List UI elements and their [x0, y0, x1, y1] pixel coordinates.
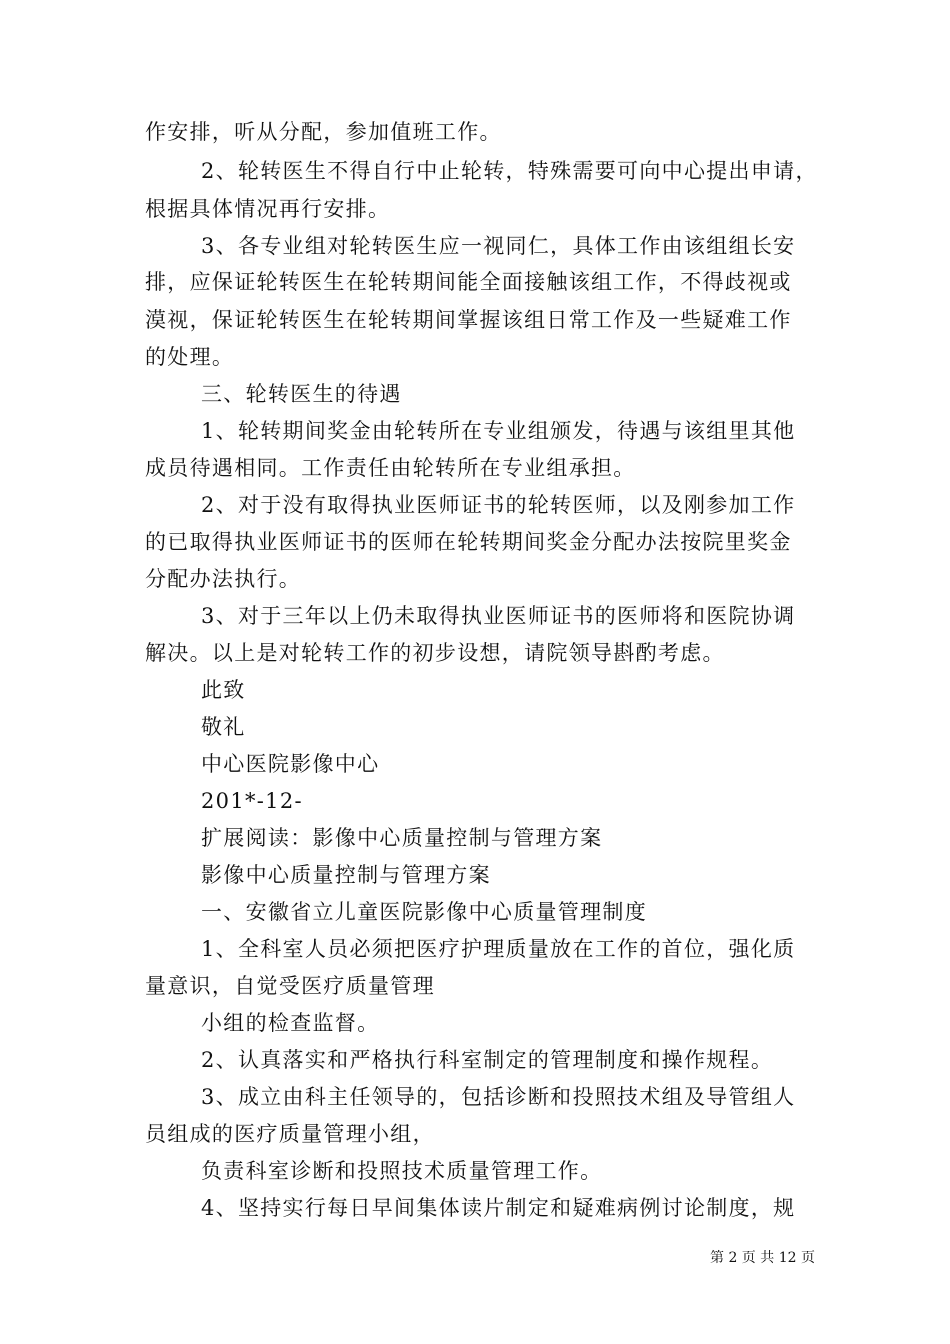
salutation: 敬礼 [201, 715, 246, 739]
text-line: 根据具体情况再行安排。 [145, 197, 391, 221]
text-line: 解决。以上是对轮转工作的初步设想，请院领导斟酌考虑。 [145, 641, 725, 665]
text-line: 4、坚持实行每日早间集体读片制定和疑难病例讨论制度，规 [201, 1196, 796, 1220]
salutation: 此致 [201, 678, 246, 702]
text-line: 2、对于没有取得执业医师证书的轮转医师，以及刚参加工作 [201, 493, 796, 517]
text-line: 3、成立由科主任领导的，包括诊断和投照技术组及导管组人 [201, 1085, 796, 1109]
text-line: 1、全科室人员必须把医疗护理质量放在工作的首位，强化质 [201, 937, 796, 961]
text-line: 3、对于三年以上仍未取得执业医师证书的医师将和医院协调 [201, 604, 796, 628]
text-line: 扩展阅读：影像中心质量控制与管理方案 [201, 826, 603, 850]
section-heading: 一、安徽省立儿童医院影像中心质量管理制度 [201, 900, 647, 924]
text-line: 的处理。 [145, 345, 235, 369]
signature-date: 201*-12- [201, 789, 303, 813]
text-line: 2、轮转医生不得自行中止轮转，特殊需要可向中心提出申请， [201, 159, 818, 183]
text-line: 排，应保证轮转医生在轮转期间能全面接触该组工作，不得歧视或 [145, 270, 792, 294]
text-line: 量意识，自觉受医疗质量管理 [145, 974, 435, 998]
text-line: 负责科室诊断和投照技术质量管理工作。 [201, 1159, 603, 1183]
text-line: 漠视，保证轮转医生在轮转期间掌握该组日常工作及一些疑难工作 [145, 308, 792, 332]
text-line: 分配办法执行。 [145, 567, 302, 591]
text-line: 小组的检查监督。 [201, 1011, 380, 1035]
text-line: 成员待遇相同。工作责任由轮转所在专业组承担。 [145, 456, 636, 480]
text-line: 的已取得执业医师证书的医师在轮转期间奖金分配办法按院里奖金 [145, 530, 792, 554]
signature-org: 中心医院影像中心 [201, 752, 380, 776]
text-line: 作安排，听从分配，参加值班工作。 [145, 120, 502, 144]
section-heading: 影像中心质量控制与管理方案 [201, 863, 491, 887]
page-number: 第 2 页 共 12 页 [710, 1250, 815, 1266]
text-line: 2、认真落实和严格执行科室制定的管理制度和操作规程。 [201, 1048, 774, 1072]
text-line: 员组成的医疗质量管理小组， [145, 1122, 435, 1146]
text-line: 3、各专业组对轮转医生应一视同仁，具体工作由该组组长安 [201, 234, 796, 258]
text-line: 1、轮转期间奖金由轮转所在专业组颁发，待遇与该组里其他 [201, 419, 796, 443]
section-heading: 三、轮转医生的待遇 [201, 382, 402, 406]
